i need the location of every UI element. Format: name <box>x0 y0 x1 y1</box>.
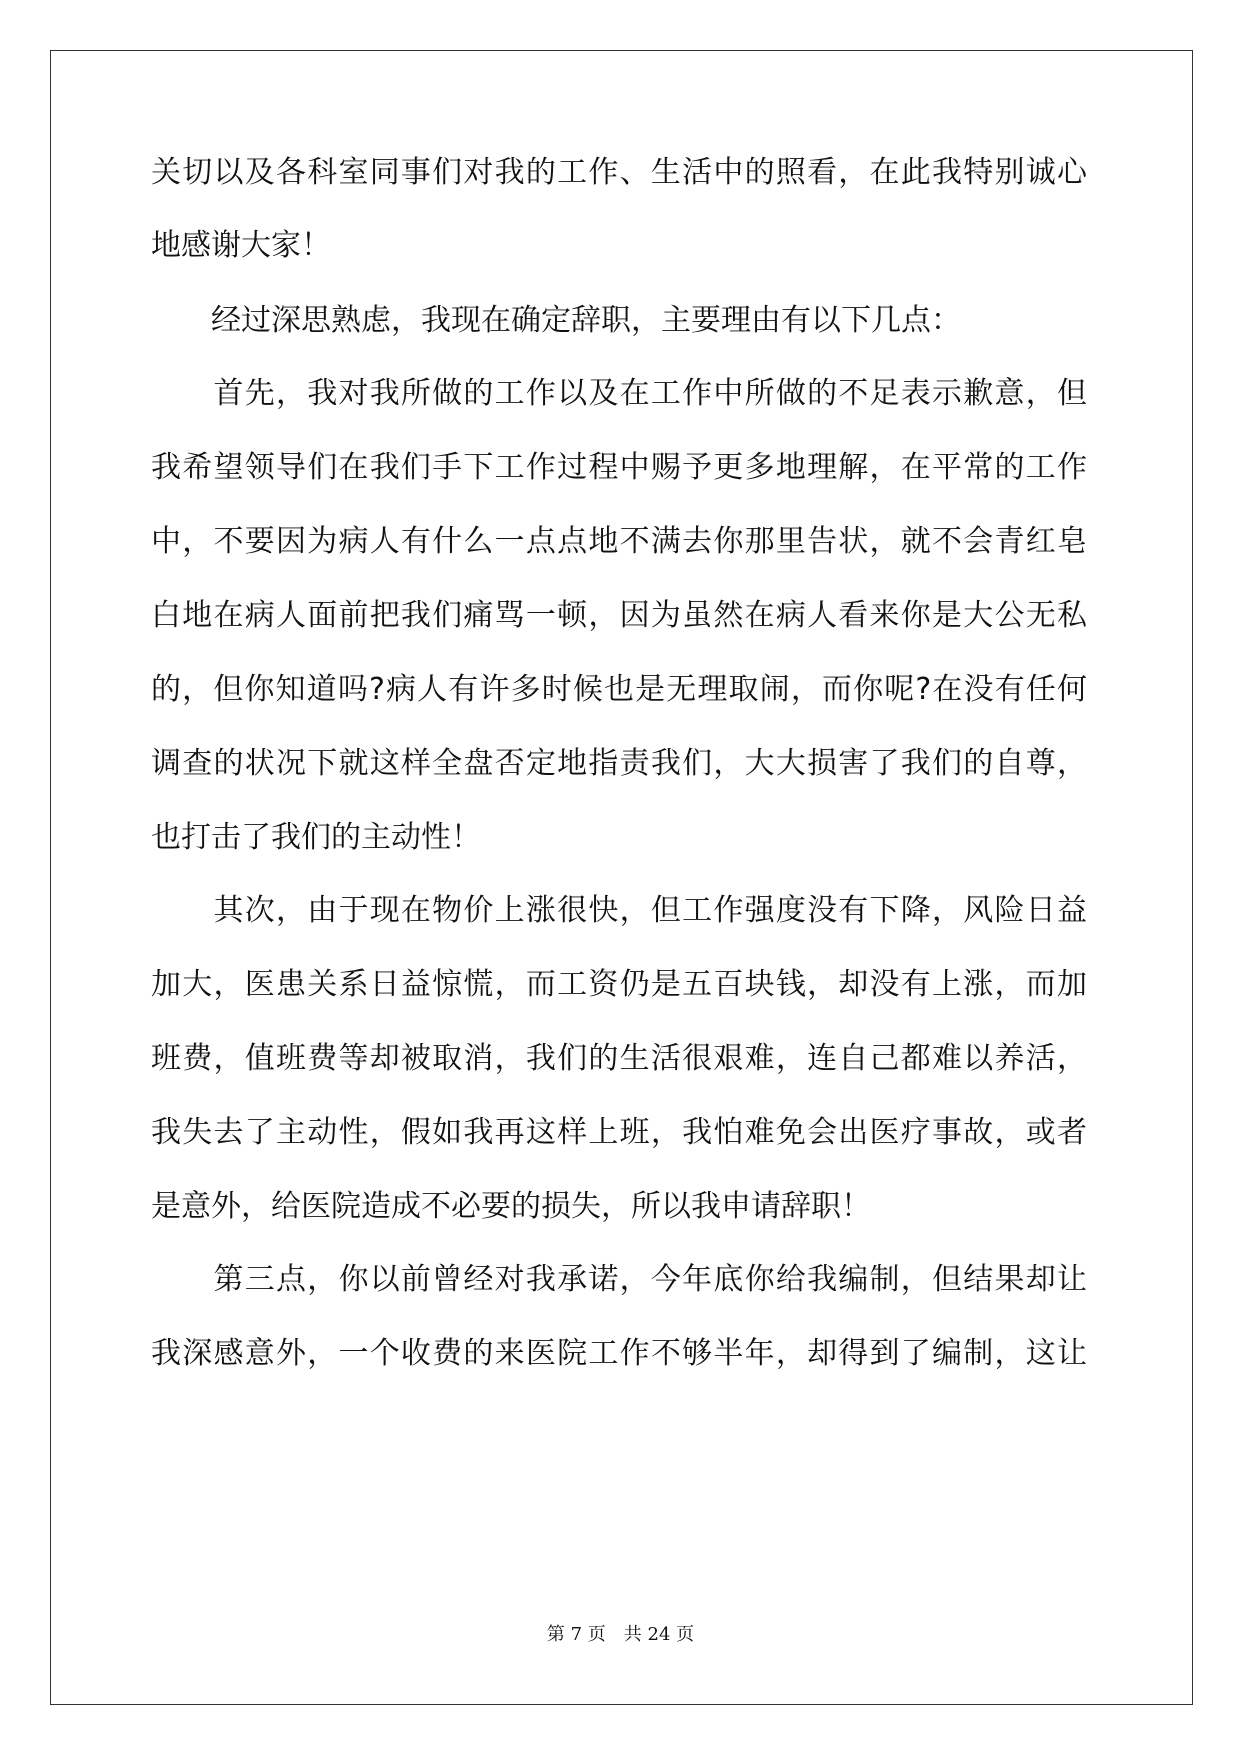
page-footer <box>0 1620 1241 1646</box>
body-line-9: 调查的状况下就这样全盘否定地指责我们，大大损害了我们的自尊， <box>151 746 1087 781</box>
page-total: 共 24 页 <box>623 1624 695 1645</box>
body-line-4: 首先，我对我所做的工作以及在工作中所做的不足表示歉意，但 <box>151 376 1087 411</box>
body-line-15: 是意外，给医院造成不必要的损失，所以我申请辞职！ <box>151 1189 871 1224</box>
body-line-2: 地感谢大家！ <box>151 228 331 263</box>
body-line-1: 关切以及各科室同事们对我的工作、生活中的照看，在此我特别诚心 <box>151 155 1087 190</box>
body-line-8: 的，但你知道吗?病人有许多时候也是无理取闹，而你呢?在没有任何 <box>151 672 1087 707</box>
body-line-3: 经过深思熟虑，我现在确定辞职，主要理由有以下几点： <box>151 303 961 338</box>
body-line-16: 第三点，你以前曾经对我承诺，今年底你给我编制，但结果却让 <box>151 1262 1087 1297</box>
body-line-12: 加大，医患关系日益惊慌，而工资仍是五百块钱，却没有上涨，而加 <box>151 967 1087 1002</box>
body-line-5: 我希望领导们在我们手下工作过程中赐予更多地理解，在平常的工作 <box>151 450 1087 485</box>
body-line-11: 其次，由于现在物价上涨很快，但工作强度没有下降，风险日益 <box>151 893 1087 928</box>
body-line-17: 我深感意外，一个收费的来医院工作不够半年，却得到了编制，这让 <box>151 1336 1087 1371</box>
page-border <box>50 50 1193 1705</box>
body-line-6: 中，不要因为病人有什么一点点地不满去你那里告状，就不会青红皂 <box>151 524 1087 559</box>
body-line-10: 也打击了我们的主动性！ <box>151 820 481 855</box>
page-number: 第 7 页 <box>546 1624 606 1645</box>
body-line-14: 我失去了主动性，假如我再这样上班，我怕难免会出医疗事故，或者 <box>151 1115 1087 1150</box>
body-line-13: 班费，值班费等却被取消，我们的生活很艰难，连自己都难以养活， <box>151 1041 1087 1076</box>
body-line-7: 白地在病人面前把我们痛骂一顿，因为虽然在病人看来你是大公无私 <box>151 598 1087 633</box>
